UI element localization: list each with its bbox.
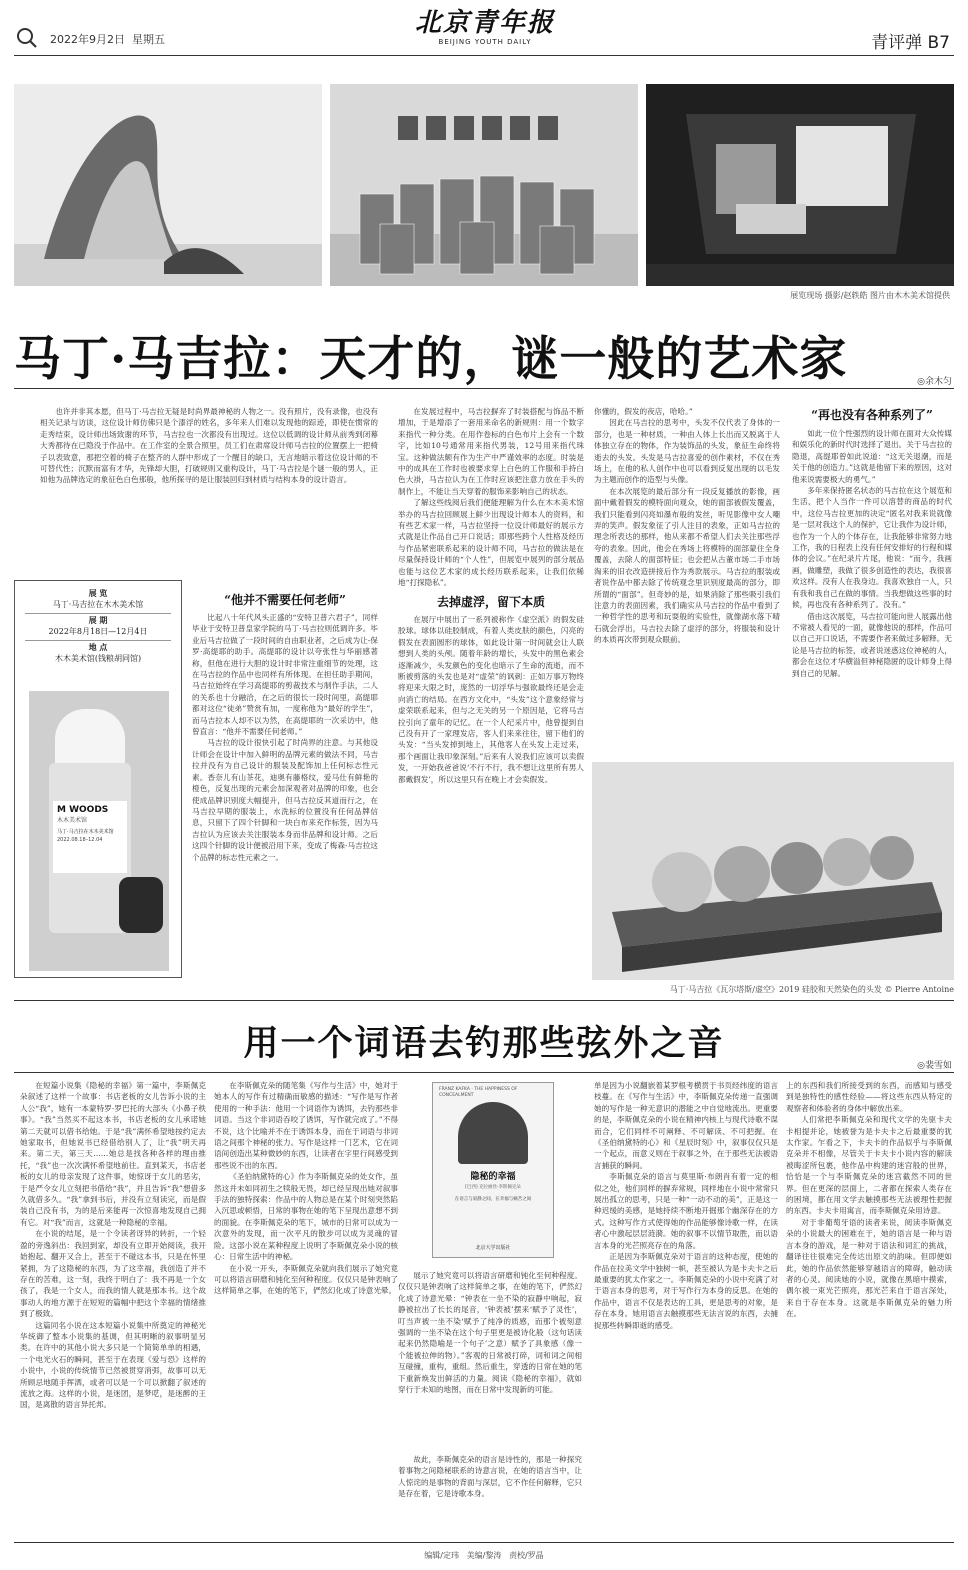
product-brand: M WOODS bbox=[57, 805, 109, 815]
article2-col4-p3: 正是因为李斯佩克朵对于语言的这种态度，使她的作品在拉美文学中独树一帜，甚至被认为是卡夫卡之后最重要的犹太作家之一。李斯佩克朵的小说中充满了对于语言本身的思考，对于写作行为本身的反思。在她的作品中，语言不仅是表达的工具，更是思考的对象，是存在本身。她用语言去触摸那些无法言说的东西，去捕捉那些转瞬即逝的感受。 bbox=[594, 1252, 778, 1330]
book-cover-title: 隐秘的幸福 bbox=[470, 1172, 516, 1182]
info-venue: 木木美术馆(钱粮胡同馆) bbox=[54, 654, 142, 663]
article2-col1-p1: 在短篇小说集《隐秘的幸福》第一篇中，李斯佩克朵叙述了这样一个故事：书店老板的女儿告诉小说的主人公“我”，她有一本蒙特罗·罗巴托的大部头《小鼻子秩事》。“我”当然买不起这本书，书店老板的女儿承诺她第二天就可以借书给她。于是“我”满怀希望地按约定去她家取书，但她说书已经借给别人了，让“我”明天再来。第二天，第三天……她总是找各种各样的理由推托，“我”也一次次满怀希望地前往。直到某天，书店老板的女儿的母亲发现了这件事，她惊讶于女儿的恶劣，于是严令女儿立刻把书借给“我”，并且告诉“我”想借多久就借多久。“我”拿到书后，并没有立刻读完，而是假装自己没有书，为的是后来能再一次惊喜地发现自己拥有它。对“我”而言，这就是一种隐秘的幸福。 bbox=[20, 1081, 206, 1227]
article1-lead: 也许并非其本愿，但马丁·马吉拉无疑是时尚界最神秘的人物之一。没有照片，没有录像，也没有相关记录与访谈，这位设计师仿佛只是个漆浮的姓名，多年来人们难以发现他的踪迹，即使在惯常的走秀结束，设计师出场致谢的环节，马吉拉也一次都没有出现过。这位以低调的设计师从前秀到闭幕大秀都待在已隐没于作品中。在工作室的全景合照里，员工们在肃席设计师马吉拉的位置摆上一把椅子以表致意，那把空着的椅子在整齐的人群中形成了一个醒目的缺口，无言地暗示着这位设计师的不可替代性；沉默而富有才华，先锋却大胆，打破规则又重构设计，马丁·马吉拉是个谜一般的男人，正如他为品牌选定的象征色白色那般，他所探寻的是让服装回归到材质与结构本身的设计语言。 bbox=[40, 407, 378, 485]
article2-col3-p2: 故此，李斯佩克朵的语言是诗性的，那是一种探究着事物之间隐秘联系的诗意言说，在她的语言当中，让人惊诧的是事物的背面与深层，它不作任何解释，它只是存在着，它是诗歌本身。 bbox=[398, 1455, 582, 1499]
product-photo bbox=[29, 691, 169, 971]
lower-photo-caption: 马丁·马吉拉《瓦尔塔斯/虚空》2019 硅胶和天然染色的头发 © Pierre Antoine bbox=[669, 985, 954, 994]
product-sub: 木木美术馆 bbox=[57, 817, 88, 824]
article2-col2-p1: 在李斯佩克朵的随笔集《写作与生活》中，她对于她本人的写作有过精确而敏感的描述：“写作是写作者使用的一种手法：他用一个词语作为诱饵，去钓那些非词语。当这个非词语吞咬了诱饵，写作就完成了。”不得不说，这个比喻并不在于诱饵本身，而在于词语与非词语之间那个神秘的张力。写作是这样一门艺术，它在词语间创造出某种微妙的东西，让读者在字里行间感受到那些说不出的东西。 bbox=[214, 1081, 398, 1170]
exhibit-photo-paper-stacks bbox=[330, 84, 638, 286]
footer-proof: 责校/罗晶 bbox=[508, 1551, 544, 1560]
article2-col2-p2: 《圣伯纳黛特的心》作为李斯佩克朵的处女作，虽然这并未如同初生之犊般无畏，却已经呈现出她对叙事手法的独特探索：作品中的人物总是在某个时刻突然陷入沉思或顿悟，日常的事物在她的笔下呈现出意想不到的面貌。在李斯佩克朵的笔下，城市的日常可以成为一次意外的发现，而一次平凡的散步可以成为灵魂的冒险。这部小说在某种程度上说明了李斯佩克朵小说的核心：日常生活中的神秘。 bbox=[214, 1172, 398, 1262]
exhibit-photo-room bbox=[646, 84, 954, 286]
article2-col1-p3: 这篇同名小说在这本短篇小说集中所奠定的神秘光华统御了整本小说集的基调，但其明晰的叙事明显另类。在许中的其他小说大多只是一个简简单单的相遇，一个电光火石的瞬间，甚至于在表现《爱与恐》这样的小说中，小说的传统情节已然被贯穿消弭，故事可以无所顾忌地随手挥洒，或者可以是一个可以掀翻了叙述的流放之海。这样的小说，是迷团，是梦呓，是迷醉的王国，是离散的语言异托邦。 bbox=[20, 1320, 206, 1410]
masthead-en: BEIJING YOUTH DAILY bbox=[438, 38, 532, 46]
product-label: 马丁·马吉拉在木木美术馆 bbox=[57, 829, 114, 835]
article2-col4 bbox=[594, 1080, 778, 1532]
footer-credits bbox=[0, 1550, 968, 1561]
article2-author: ◎裴雪如 bbox=[917, 1061, 952, 1071]
issue-date bbox=[50, 31, 165, 47]
product-dates: 2022.08.18–12.04 bbox=[57, 837, 103, 843]
article2-col5 bbox=[786, 1080, 952, 1532]
article2-rule bbox=[14, 1072, 954, 1073]
article1-col4-p2: 因此在马吉拉的思考中，头发不仅代表了身体的一部分，也是一种材质，一种由人体上长出而又脱离于人体独立存在的物体，作为装饰品的头发，象征生命终将逝去的头发。头发是马吉拉喜爱的创作素材，不仅在秀场上，在他的私人创作中也可以看到反复出现的以毛发为主题而创作的造型与头像。 bbox=[594, 418, 780, 485]
info-dates-label: 展 期 bbox=[25, 613, 171, 626]
masthead bbox=[410, 8, 560, 46]
article1-col2-p1: 比起八十年代风头正盛的“安特卫普六君子”，同样毕业于安特卫普皇家学院的马丁·马吉拉则低调许多。毕业后马吉拉做了一段时间的自由职业者，之后成为让-保罗·高缇耶的助手。高缇耶的设计以夸张性与华丽感著称，但他在进行大胆的设计时非常注重细节的处理，这在马吉拉的作品中也同样有所体现。在担任助手期间，马吉拉始终在学习高缇耶的剪裁技术与制作手法，二人的关系也十分融洽，在之后的很长一段时间里，高缇耶都对这位“徒弟”赞赏有加，一度称他为“最好的学生”，而马吉拉本人却不以为然，在高缇耶的一次采访中，他曾直言：“他并不需要任何老师。” bbox=[192, 613, 378, 737]
info-dates: 2022年8月18日—12月4日 bbox=[48, 627, 148, 636]
footer-designer: 美编/黎涛 bbox=[466, 1551, 502, 1560]
book-cover-portrait bbox=[458, 1102, 528, 1164]
book-cover-publisher: 北京大学出版社 bbox=[475, 1245, 511, 1251]
book-cover-blurb: 在语言与寂静之间，在幸福与痛苦之间 bbox=[454, 1197, 532, 1202]
date-text: 2022年9月2日 bbox=[50, 33, 125, 46]
article1-subhead2: 去掉虚浮，留下本质 bbox=[436, 594, 545, 609]
article2-col1 bbox=[20, 1080, 206, 1532]
article1-col4 bbox=[594, 406, 780, 754]
article2-col5-p1: 上的东西和我们所接受到的东西，而感知与感受到是独特性的感性经验——将这些东西从特定的观察者和体验者的身体中解放出来。 bbox=[786, 1081, 952, 1113]
article1-col4-p3: 在本次展览的最后部分有一段反复播放的影像，画面中戴着假发的模特面向观众，她的面部被假发覆盖，我们只能看到闪亮如瀑布般的发丝，听见影像中女人嘲弄的笑声。假发象征了引人注目的表象，正如马吉拉的理念所表达的那样，他从来都不希望人们去关注那些浮夸的表象。因此，他会在秀场上将模特的面部蒙住全身覆盖，去除人的面部特征；也会把从古董市场二手市场淘来的旧衣改造拼接后作为秀款展示。马吉拉的服装或者说作品中都去除了传统观念里识别度最高的部分，即所谓的“面部”。但奇妙的是，如果消除了那些吸引我们注意力的表面因素，我们确实从马吉拉的作品中看到了一种哲学性的思考和玩耍般的实验性，就像湖水落下晴石就会浮出，马吉拉去除了虚浮的部分，将服装和设计的本质再次带到观众眼前。 bbox=[594, 486, 780, 645]
article1-col2 bbox=[192, 612, 378, 978]
info-exhibition-label: 展 览 bbox=[88, 588, 108, 598]
article1-col2-p2: 马吉拉的设计很快引起了时尚界的注意。与其他设计师会在设计中加入鲜明的品牌元素的做法不同，马吉拉并没有为自己设计的服装及配饰加上任何标志性元素。香奈儿有山茶花，迪奥有藤格纹，爱马仕有鲜艳的橙色，反复出现的元素会加深观者对品牌的印象，也会使成品牌识别度大幅提升，但马吉拉反其道而行之，在马吉拉早期的服装上，水洗标的位置没有任何品牌信息，只留下了四个针脚和一块白布来充作标签，因为马吉拉认为应该去关注服装本身而非品牌和设计师。之后这四个针脚的设计便被沿用下来，变成了梅森·马吉拉这个品牌的标志性元素之一。 bbox=[192, 738, 378, 862]
masthead-title: 北京青年报 bbox=[414, 8, 555, 38]
article1-col4-p1: 你懂的，假发的夜店，哈哈。” bbox=[594, 407, 693, 416]
book-cover-en: FRANZ KAFKA · THE HAPPINESS OF CONCEALMENT bbox=[439, 1087, 518, 1098]
article2-col4-p1: 单是因为小说翻嵌着某罗根考横贯于书页经纬度的语言枝蔓。在《写作与生活》中，李斯佩克朵传递一直强调她的写作是一种无意识的潜能之中自觉地流出。更重要的是，李斯佩克朵的小说在精神内核上与现代诗歌不谋而合，它们同样不可阐释、不可解读、不可把握。在《圣伯纳黛特的心》和《星辰时刻》中，叙事仅仅只是一个起点，而意义则在于叙事之外，在于那些无法被语言捕获的瞬间。 bbox=[594, 1081, 778, 1170]
exhibit-photo-sculpture bbox=[14, 84, 322, 286]
hair-sphere-photo bbox=[592, 762, 954, 980]
article1-col3-p3: 在展厅中展出了一系列被称作《虚空派》的假发硅胶球。球体以硅胶制成，有着人类皮肤的颜色，闪亮的假发在表面圆形的球体，如此设计第一时间就会让人联想到人类的头颅。随着年龄的增长，头发中的黑色素会逐渐减少，头发颜色的变化也暗示了生命的流逝，而不断被剪落的头发也是对“虚荣”的讽刺：正如万事万物终将迎来大限之时，庞然的一切浮华与强欲最终还是会走向消亡的结局。在西方文化中，“头发”这个意象经常与虚荣联系起来，但与之无关的另一个原因是，它将马吉拉引向了童年的记忆。在一个人纪采片中，他曾提到自己没有开了一家理发店，客人们来来往往，留下他们的头发：“当头发掉到地上，其他客人在头发上走过来，那个画面让我印象深刻。”后来有人说我们应该可以卖假发，一开始我爸爸说‘不行不行，我不想让这里所有男人都戴假发’，所以这里只有在晚上才会卖假发。 bbox=[398, 614, 584, 784]
header-rule bbox=[14, 55, 954, 56]
info-exhibition: 马丁·马吉拉在木木美术馆 bbox=[52, 600, 144, 609]
footer-rule bbox=[14, 1542, 954, 1543]
article1-col3 bbox=[398, 406, 584, 980]
article2-col3-p1: 展示了她究竟可以将语言研磨和钝化至何种程度。仅仅只是钟表响了这样简单之事，在她的笔下，俨然幻化成了诗意光晕：“钟表在一坐不染的寂静中响起，寂静被拉出了长长的尾音，‘钟表被’摆来‘赋予了灵性’，叮当声被一坐不染‘赋予了纯净的质感，而那个被刻意强调的一坐不染在这个句子里更是被诗化般（这句话读起来仍然隐喻是一个句子’之意）赋予了具象感（像一个能被拉伸的物）。”客观的日常被打碎，词和词之间相互碰撞，重构，重组。然后重生，穿透的日常在她的笔下重新焕发出鲜活的力量。阅读《隐秘的幸福》，就如穿行于未知的地图，而在日常中发现新的可能。 bbox=[398, 1271, 582, 1395]
search-icon[interactable] bbox=[16, 27, 38, 49]
article2-col1-p2: 在小说的结尾，是一个令读者讶异的转折，一个轻盈的旁逸斜出：我回到家，却没有立即开始阅读，我开始抱起、翻开又合上，甚至于不碰这本书，只是在怀里紧拥，为了这隐秘的东西，为了这幸福，我创造了并不存在的苦难，这一刻，我终于明白了：我不再是一个女孩了，我是一个女人，而我的情人就是那本书。这个故事动人的地方源于在短短的篇幅中把这个幸福的情绪推到了极致。 bbox=[20, 1229, 206, 1319]
section-label bbox=[871, 28, 950, 53]
section-name: 青评弹 bbox=[871, 33, 923, 53]
article2-col2 bbox=[214, 1080, 398, 1532]
article1-rule bbox=[14, 388, 954, 389]
article2-col2-p3: 在小说一开头，李斯佩克朵就向我们展示了她究竟可以将语言研磨和钝化至何种程度。仅仅只是钟表响了这样简单之事，在她的笔下，俨然幻化成了诗意光晕。 bbox=[214, 1263, 398, 1296]
article1-col3-p2: 了解这些线阅后我们便能理解为什么在木木美术馆举办的马吉拉回顾展上鲜少出现设计师本人的资料，和有些艺术家一样，马吉拉坚持一位设计师最好的展示方式就是让作品自己开口说话；即那些跨个人性格及经历与作品紧密联系起来的设计师不同，马吉拉的做法是在尽量保持设计师的“个人性”，但展览中展列的部分展品也能与这位艺术家的成长经历联系起来，让我们依稀地“打探隐私”。 bbox=[398, 498, 584, 588]
article2-title: 用一个词语去钓那些弦外之音 bbox=[243, 1023, 725, 1064]
article1-col5 bbox=[792, 428, 952, 756]
photo-credit: 展览现场 摄影/赵轶皓 图片由木木美术馆提供 bbox=[790, 291, 950, 300]
weekday-text: 星期五 bbox=[132, 33, 165, 46]
article2-top-rule bbox=[14, 1000, 954, 1001]
article2-col5-p2: 人们常把李斯佩克朵和现代文学的先驱卡夫卡相提并论，她被誉为是卡夫卡之后最重要的犹太作家。乍看之下，卡夫卡的作品似乎与李斯佩克朵并不相像，尽管关于卡夫卡小说内容的解读被晦涩所包裹，他作品中构建的迷宫般的世界，恰恰是一个与李斯佩克朵的迷宫截然不同的世界。但在更深的层面上，二者都在探索人类存在的困境，都在用文学去触摸那些无法被理性把握的东西。卡夫卡用寓言，而李斯佩克朵用诗意。 bbox=[786, 1115, 952, 1216]
footer-editor: 编辑/定玮 bbox=[424, 1551, 459, 1560]
article1-subhead3: “再也没有各种系列了” bbox=[811, 408, 933, 422]
article2-col5-p3: 对于非葡萄牙语的读者来说，阅读李斯佩克朵的小说最大的困难在于，她的语言是一种与语言本身的游戏，是一种对于语法和词汇的挑战，翻译往往很难完全传达出原文的韵味。但即便如此，她的作品依然能够穿越语言的障碍，触动读者的心灵。阅读她的小说，就像在黑暗中摸索，偶尔被一束光芒照亮，那光芒来自于语言深处，来自于存在本身。这就是李斯佩克朵的魅力所在。 bbox=[786, 1217, 952, 1319]
article1-col3-p1: 在发展过程中，马吉拉摒弃了时装搭配与饰品不断增加，于是增添了一套用来命名的新规则：用一个数字来指代一种分类。在用作卷标的白色布片上会有一个数字，比如10号通常用来指代男装，12号用来指代珠宝。这种做法颇有作为生产中严谨效率的态度。时装是中的成具在工作时也被要求穿上白色的工作服和手持白色大褂，马吉拉认为在工作时应该把注意力放在手头的制作上，不能让当天穿着的服饰来影响自己的状态。 bbox=[398, 407, 584, 496]
article1-subhead1: “他并不需要任何老师” bbox=[224, 593, 346, 607]
book-cover bbox=[432, 1082, 554, 1258]
article1-col5-p1: 如此一位个性强烈的设计师在面对大众传媒和娱乐化的新时代时选择了退出。关于马吉拉的隐退，高缇耶曾如此说道：“这无关退潮，而是关于他的创造力。”这就是他留下来的原因，这对他来说需要极大的勇气。” bbox=[792, 429, 952, 484]
book-cover-author: [巴西] 克拉丽丝·李斯佩克朵 bbox=[465, 1185, 521, 1190]
article1-title: 马丁·马吉拉：天才的，谜一般的艺术家 bbox=[14, 332, 848, 387]
info-venue-label: 地 点 bbox=[25, 640, 171, 653]
article2-col4-p2: 李斯佩克朵的语言与莫里斯·布朗肖有着一定的相似之处，他们同样的摒弃常规，同样地在小说中常常只展出孤立的思考，只是一种“一动不动的美”，正是这一种迟缓的美感，是她持续不断地开掘那个幽深存在的方式。这种写作方式使得她的作品能够像诗歌一样，在读者心中激起层层涟漪。她的叙事不以情节取胜，而以语言本身的光芒照亮存在的角落。 bbox=[594, 1172, 778, 1250]
page-number: B7 bbox=[927, 33, 950, 53]
exhibition-info-box bbox=[14, 580, 182, 978]
article1-author: ◎余木匀 bbox=[917, 377, 952, 387]
article1-col5-p3: 借由这次展览，马吉拉可能向世人展露出他不常被人看见的一面，就像他说的那样，作品可以自己开口说话，不需要作者来做过多解释。无论是马吉拉的标签，或者说迷惑这位神秘的人，都会在这位才华横溢但神秘隐匿的设计师身上得到自己的见解。 bbox=[792, 611, 952, 678]
article1-col5-p2: 多年来保持匿名状态的马吉拉在这个展览和生活，把个人当作一件可以溶替的商品的时代中，这位马吉拉更加的决定“匿名对我来说就像是一层对我这个人的保护，它让我作为设计师，也作为一个人的个体存在，让我能够非常努力地工作，我的日程表上没有任何安排好的行程和媒体的会议。”在纪录片片尾，他说：“而今，我画画，做雕塑，我做了很多创造性的表达，我很喜欢这样。没有人在我身边。我喜欢独自一人，只有我和我自己在做的事情。当我想做这些事的时候，再也没有各种系列了。没有。” bbox=[792, 486, 952, 610]
